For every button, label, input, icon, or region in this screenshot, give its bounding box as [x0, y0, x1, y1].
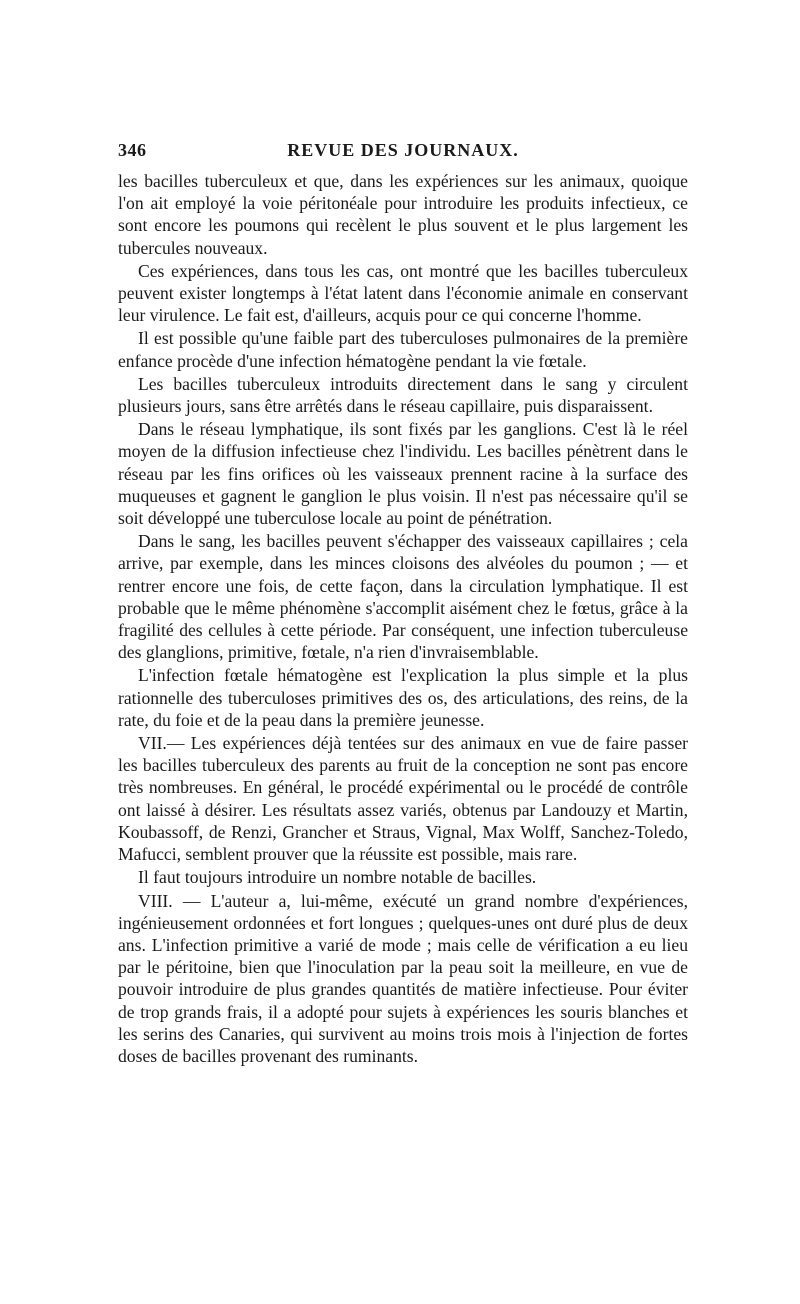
- paragraph-5: Dans le réseau lymphatique, ils sont fixés par les ganglions. C'est là le réel moyen de la diffusion infectieuse chez l'individu. Les bacilles pénètrent dans le réseau par les fins orifices où les vaisseaux prennent racine à la surface des muqueuses et gagnent le ganglion le plus voisin. Il n'est pas nécessaire qu'il se soit développé une tuberculose locale au point de pénétration.: [118, 419, 688, 529]
- paragraph-3: Il est possible qu'une faible part des tuberculoses pulmonaires de la première enfance procède d'une infection hématogène pendant la vie fœtale.: [118, 328, 688, 371]
- paragraph-6: Dans le sang, les bacilles peuvent s'échapper des vaisseaux capillaires ; cela arrive, par exemple, dans les minces cloisons des alvéoles du poumon ; — et rentrer encore une fois, de cette façon, dans la circulation lymphatique. Il est probable que le même phénomène s'accomplit aisément chez le fœtus, grâce à la fragilité des cellules à cette période. Par conséquent, une infection tuberculeuse des glanglions, primitive, fœtale, n'a rien d'invraisemblable.: [118, 531, 688, 663]
- paragraph-10: VIII. — L'auteur a, lui-même, exécuté un grand nombre d'expériences, ingénieusement ordonnées et fort longues ; quelques-unes ont duré plus de deux ans. L'infection primitive a varié de mode ; mais celle de vérification a eu lieu par le péritoine, bien que l'inoculation par la peau soit la meilleure, en vue de pouvoir introduire de plus grandes quantités de matière infectieuse. Pour éviter de trop grands frais, il a adopté pour sujets à expériences les souris blanches et les serins des Canaries, qui survivent au moins trois mois à l'injection de fortes doses de bacilles provenant des ruminants.: [118, 890, 688, 1066]
- page-number: 346: [118, 140, 147, 160]
- paragraph-7: L'infection fœtale hématogène est l'explication la plus simple et la plus rationnelle des tuberculoses primitives des os, des articulations, des reins, de la rate, du foie et de la peau dans la première jeunesse.: [118, 665, 688, 730]
- paragraph-2: Ces expériences, dans tous les cas, ont montré que les bacilles tuberculeux peuvent exister longtemps à l'état latent dans l'économie animale en conservant leur virulence. Le fait est, d'ailleurs, acquis pour ce qui concerne l'homme.: [118, 260, 688, 326]
- paragraph-4: Les bacilles tuberculeux introduits directement dans le sang y circulent plusieurs jours, sans être arrêtés dans le réseau capillaire, puis disparaissent.: [118, 373, 688, 417]
- paragraph-9: Il faut toujours introduire un nombre notable de bacilles.: [138, 867, 537, 888]
- body-text: [118, 170, 688, 1067]
- paragraph-1: les bacilles tuberculeux et que, dans les expériences sur les animaux, quoique l'on ait employé la voie péritonéale pour introduire les produits infectieux, ce sont encore les poumons qui recèlent le plus souvent et le plus largement les tubercules nouveaux.: [118, 171, 688, 258]
- paragraph-8: VII.— Les expériences déjà tentées sur des animaux en vue de faire passer les bacilles tuberculeux des parents au fruit de la conception ne sont pas encore très nombreuses. En général, le procédé expérimental ou le procédé de contrôle ont laissé à désirer. Les résultats assez variés, obtenus par Landouzy et Martin, Koubassoff, de Renzi, Grancher et Straus, Vignal, Max Wolff, Sanchez-Toledo, Mafucci, semblent prouver que la réussite est possible, mais rare.: [118, 733, 688, 865]
- running-title: REVUE DES JOURNAUX.: [287, 140, 519, 160]
- running-head: [118, 140, 688, 170]
- book-page: [118, 140, 688, 1067]
